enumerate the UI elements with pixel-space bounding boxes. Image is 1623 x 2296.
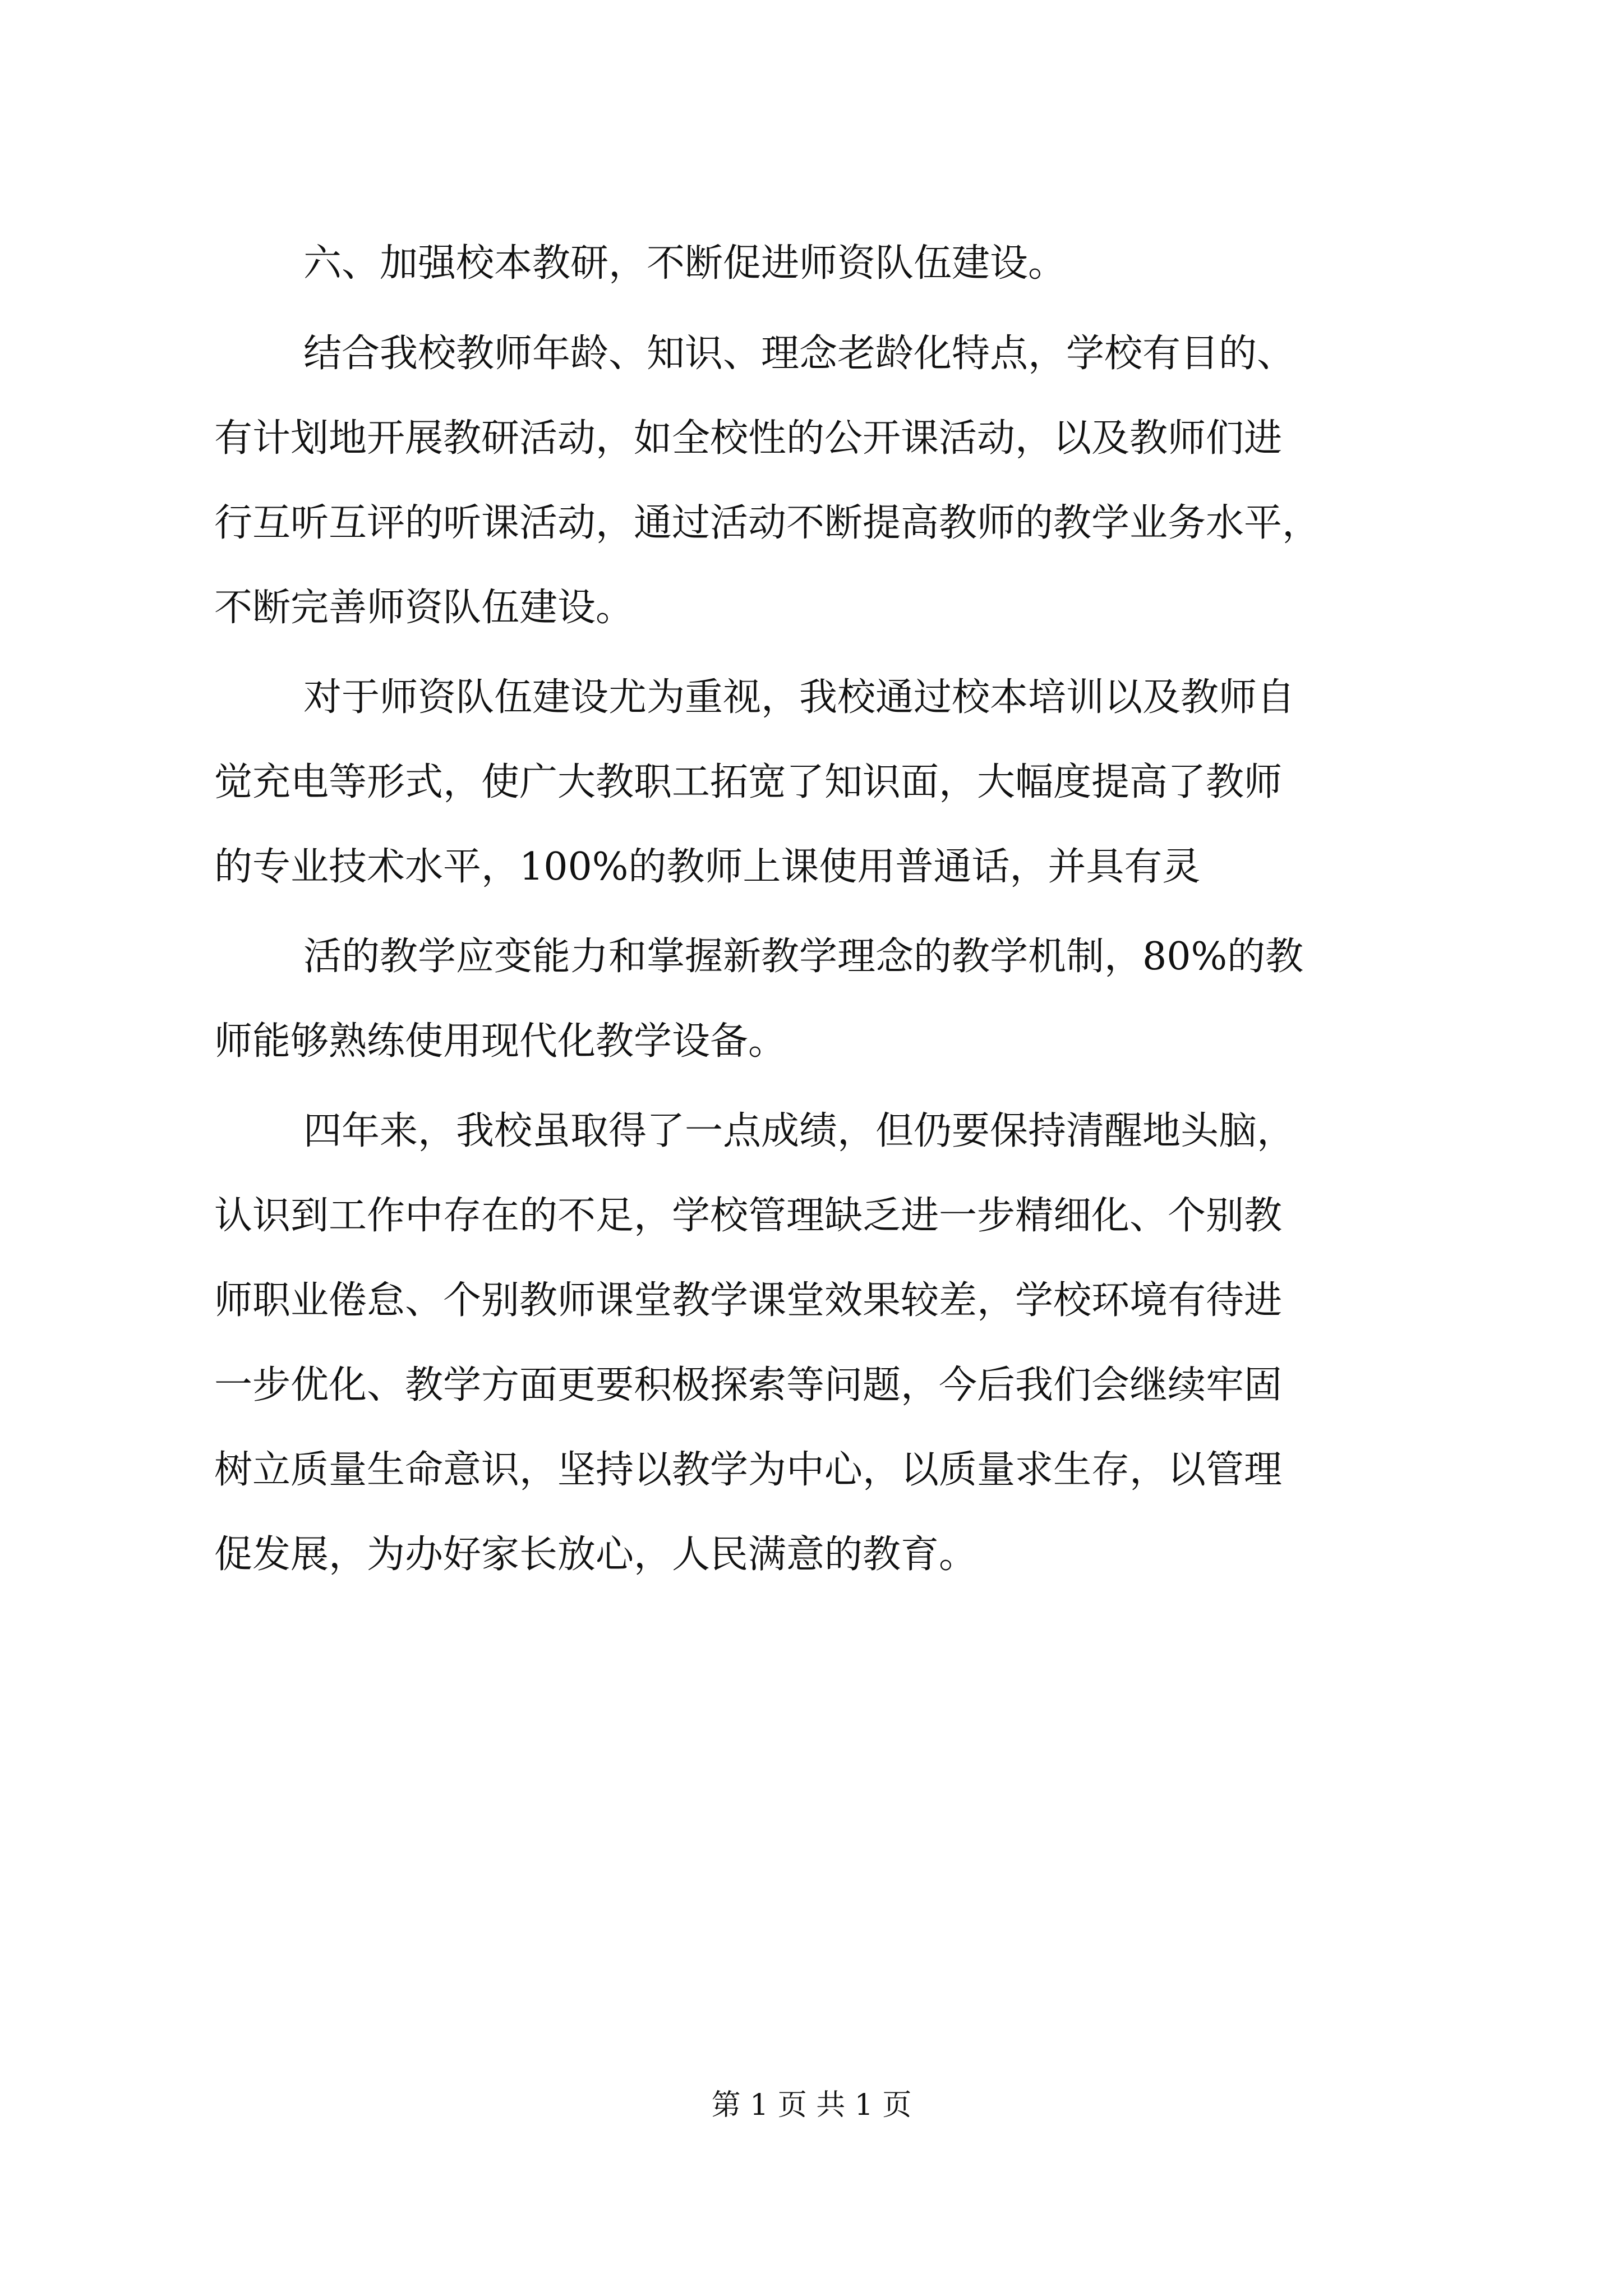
paragraph-5-line-4: 一步优化、教学方面更要积极探索等问题，今后我们会继续牢固: [214, 1363, 1283, 1407]
paragraph-1-line-1: 六、加强校本教研，不断促进师资队伍建设。: [303, 241, 1067, 286]
paragraph-2-line-4: 不断完善师资队伍建设。: [214, 586, 634, 630]
paragraph-5-line-5: 树立质量生命意识，坚持以教学为中心，以质量求生存，以管理: [214, 1448, 1283, 1492]
paragraph-4-line-1: 活的教学应变能力和掌握新教学理念的教学机制，80%的教: [303, 935, 1304, 979]
paragraph-5-line-1: 四年来，我校虽取得了一点成绩，但仍要保持清醒地头脑，: [303, 1109, 1295, 1153]
paragraph-2-line-3: 行互听互评的听课活动，通过活动不断提高教师的教学业务水平，: [214, 501, 1321, 545]
paragraph-3-line-3: 的专业技术水平，100%的教师上课使用普通话，并具有灵: [214, 845, 1201, 889]
paragraph-5-line-3: 师职业倦怠、个别教师课堂教学课堂效果较差，学校环境有待进: [214, 1278, 1283, 1323]
page-footer: 第 1 页 共 1 页: [711, 2088, 912, 2122]
paragraph-3-line-1: 对于师资队伍建设尤为重视，我校通过校本培训以及教师自: [303, 675, 1295, 720]
paragraph-2-line-2: 有计划地开展教研活动，如全校性的公开课活动，以及教师们进: [214, 416, 1283, 461]
paragraph-5-line-2: 认识到工作中存在的不足，学校管理缺乏进一步精细化、个别教: [214, 1194, 1283, 1238]
paragraph-4-line-2: 师能够熟练使用现代化教学设备。: [214, 1019, 787, 1064]
paragraph-3-line-2: 觉充电等形式，使广大教职工拓宽了知识面，大幅度提高了教师: [214, 760, 1283, 804]
paragraph-5-line-6: 促发展，为办好家长放心，人民满意的教育。: [214, 1533, 978, 1577]
paragraph-2-line-1: 结合我校教师年龄、知识、理念老龄化特点，学校有目的、: [303, 332, 1295, 376]
